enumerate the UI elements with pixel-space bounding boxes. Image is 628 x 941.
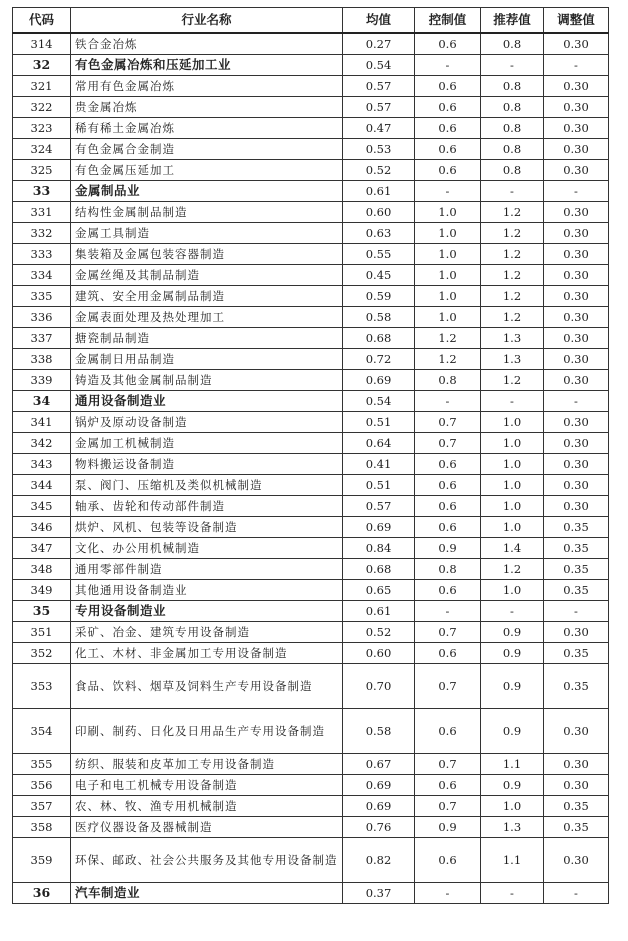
recommended-value-cell: 0.9 — [481, 775, 544, 796]
recommended-value-cell: 1.2 — [481, 265, 544, 286]
mean-value-cell: 0.54 — [343, 391, 415, 412]
control-value-cell: 0.6 — [415, 139, 481, 160]
recommended-value-cell: 1.3 — [481, 328, 544, 349]
industry-name-cell: 农、林、牧、渔专用机械制造 — [71, 796, 343, 817]
mean-value-cell: 0.57 — [343, 97, 415, 118]
adjustment-value-cell: 0.30 — [544, 370, 609, 391]
industry-name-cell: 金属加工机械制造 — [71, 433, 343, 454]
code-cell: 352 — [13, 643, 71, 664]
industry-name-cell: 金属工具制造 — [71, 223, 343, 244]
recommended-value-cell: 1.2 — [481, 223, 544, 244]
mean-value-cell: 0.61 — [343, 181, 415, 202]
recommended-value-cell: 1.3 — [481, 817, 544, 838]
table-row — [13, 643, 609, 664]
mean-value-cell: 0.53 — [343, 139, 415, 160]
table-row — [13, 433, 609, 454]
code-cell: 344 — [13, 475, 71, 496]
adjustment-value-cell: 0.30 — [544, 838, 609, 883]
industry-name-cell: 汽车制造业 — [71, 883, 343, 904]
adjustment-value-cell: 0.30 — [544, 265, 609, 286]
code-cell: 339 — [13, 370, 71, 391]
mean-value-cell: 0.60 — [343, 643, 415, 664]
mean-value-cell: 0.68 — [343, 559, 415, 580]
code-cell: 346 — [13, 517, 71, 538]
code-cell: 347 — [13, 538, 71, 559]
recommended-value-cell: 0.8 — [481, 76, 544, 97]
header-industry-name: 行业名称 — [71, 8, 343, 34]
adjustment-value-cell: 0.35 — [544, 796, 609, 817]
code-cell: 33 — [13, 181, 71, 202]
mean-value-cell: 0.27 — [343, 33, 415, 55]
table-row — [13, 559, 609, 580]
control-value-cell: 0.6 — [415, 33, 481, 55]
adjustment-value-cell: 0.30 — [544, 286, 609, 307]
table-row — [13, 622, 609, 643]
mean-value-cell: 0.47 — [343, 118, 415, 139]
control-value-cell: 0.8 — [415, 559, 481, 580]
code-cell: 325 — [13, 160, 71, 181]
recommended-value-cell: 1.0 — [481, 580, 544, 601]
table-row — [13, 139, 609, 160]
adjustment-value-cell: 0.35 — [544, 664, 609, 709]
table-row — [13, 202, 609, 223]
recommended-value-cell: 1.0 — [481, 454, 544, 475]
recommended-value-cell: 0.9 — [481, 664, 544, 709]
industry-name-cell: 纺织、服装和皮革加工专用设备制造 — [71, 754, 343, 775]
control-value-cell: 0.6 — [415, 97, 481, 118]
code-cell: 35 — [13, 601, 71, 622]
code-cell: 354 — [13, 709, 71, 754]
mean-value-cell: 0.69 — [343, 517, 415, 538]
adjustment-value-cell: 0.35 — [544, 580, 609, 601]
code-cell: 345 — [13, 496, 71, 517]
recommended-value-cell: 1.0 — [481, 517, 544, 538]
recommended-value-cell: 1.2 — [481, 559, 544, 580]
industry-name-cell: 金属制日用品制造 — [71, 349, 343, 370]
adjustment-value-cell: 0.30 — [544, 223, 609, 244]
adjustment-value-cell: 0.35 — [544, 538, 609, 559]
code-cell: 351 — [13, 622, 71, 643]
industry-name-cell: 有色金属合金制造 — [71, 139, 343, 160]
mean-value-cell: 0.52 — [343, 160, 415, 181]
code-cell: 359 — [13, 838, 71, 883]
adjustment-value-cell: 0.30 — [544, 754, 609, 775]
recommended-value-cell: 0.8 — [481, 97, 544, 118]
mean-value-cell: 0.76 — [343, 817, 415, 838]
code-cell: 355 — [13, 754, 71, 775]
table-row — [13, 664, 609, 709]
control-value-cell: 0.6 — [415, 709, 481, 754]
category-row — [13, 181, 609, 202]
recommended-value-cell: - — [481, 601, 544, 622]
code-cell: 348 — [13, 559, 71, 580]
table-row — [13, 76, 609, 97]
industry-name-cell: 其他通用设备制造业 — [71, 580, 343, 601]
industry-name-cell: 有色金属冶炼和压延加工业 — [71, 55, 343, 76]
table-row — [13, 223, 609, 244]
category-row — [13, 55, 609, 76]
code-cell: 332 — [13, 223, 71, 244]
industry-name-cell: 烘炉、风机、包装等设备制造 — [71, 517, 343, 538]
category-row — [13, 883, 609, 904]
table-row — [13, 796, 609, 817]
adjustment-value-cell: 0.30 — [544, 496, 609, 517]
recommended-value-cell: 1.0 — [481, 475, 544, 496]
mean-value-cell: 0.58 — [343, 709, 415, 754]
industry-name-cell: 金属表面处理及热处理加工 — [71, 307, 343, 328]
industry-name-cell: 铁合金冶炼 — [71, 33, 343, 55]
industry-name-cell: 专用设备制造业 — [71, 601, 343, 622]
industry-name-cell: 物料搬运设备制造 — [71, 454, 343, 475]
mean-value-cell: 0.69 — [343, 370, 415, 391]
industry-name-cell: 金属制品业 — [71, 181, 343, 202]
table-row — [13, 454, 609, 475]
control-value-cell: 0.6 — [415, 496, 481, 517]
industry-name-cell: 通用设备制造业 — [71, 391, 343, 412]
adjustment-value-cell: - — [544, 601, 609, 622]
control-value-cell: 0.6 — [415, 775, 481, 796]
recommended-value-cell: - — [481, 391, 544, 412]
control-value-cell: 1.0 — [415, 307, 481, 328]
industry-name-cell: 电子和电工机械专用设备制造 — [71, 775, 343, 796]
control-value-cell: 0.7 — [415, 622, 481, 643]
adjustment-value-cell: 0.35 — [544, 643, 609, 664]
adjustment-value-cell: 0.35 — [544, 517, 609, 538]
control-value-cell: 0.6 — [415, 475, 481, 496]
table-row — [13, 838, 609, 883]
code-cell: 323 — [13, 118, 71, 139]
mean-value-cell: 0.57 — [343, 76, 415, 97]
code-cell: 338 — [13, 349, 71, 370]
industry-name-cell: 印刷、制药、日化及日用品生产专用设备制造 — [71, 709, 343, 754]
mean-value-cell: 0.60 — [343, 202, 415, 223]
table-row — [13, 754, 609, 775]
recommended-value-cell: 1.2 — [481, 307, 544, 328]
recommended-value-cell: 0.9 — [481, 709, 544, 754]
industry-name-cell: 食品、饮料、烟草及饲料生产专用设备制造 — [71, 664, 343, 709]
control-value-cell: 0.6 — [415, 643, 481, 664]
mean-value-cell: 0.57 — [343, 496, 415, 517]
adjustment-value-cell: - — [544, 883, 609, 904]
industry-name-cell: 集装箱及金属包装容器制造 — [71, 244, 343, 265]
recommended-value-cell: 1.1 — [481, 754, 544, 775]
table-row — [13, 328, 609, 349]
table-header-row — [13, 8, 609, 34]
adjustment-value-cell: - — [544, 391, 609, 412]
control-value-cell: 0.7 — [415, 412, 481, 433]
mean-value-cell: 0.68 — [343, 328, 415, 349]
control-value-cell: 0.9 — [415, 538, 481, 559]
table-row — [13, 349, 609, 370]
mean-value-cell: 0.69 — [343, 775, 415, 796]
recommended-value-cell: - — [481, 883, 544, 904]
control-value-cell: - — [415, 181, 481, 202]
code-cell: 32 — [13, 55, 71, 76]
code-cell: 358 — [13, 817, 71, 838]
table-row — [13, 475, 609, 496]
mean-value-cell: 0.41 — [343, 454, 415, 475]
adjustment-value-cell: - — [544, 55, 609, 76]
industry-name-cell: 采矿、冶金、建筑专用设备制造 — [71, 622, 343, 643]
table-row — [13, 709, 609, 754]
adjustment-value-cell: 0.35 — [544, 559, 609, 580]
table-row — [13, 817, 609, 838]
recommended-value-cell: 0.9 — [481, 643, 544, 664]
adjustment-value-cell: 0.30 — [544, 412, 609, 433]
code-cell: 335 — [13, 286, 71, 307]
table-row — [13, 580, 609, 601]
recommended-value-cell: - — [481, 181, 544, 202]
mean-value-cell: 0.52 — [343, 622, 415, 643]
code-cell: 343 — [13, 454, 71, 475]
category-row — [13, 391, 609, 412]
mean-value-cell: 0.70 — [343, 664, 415, 709]
table-row — [13, 118, 609, 139]
industry-name-cell: 金属丝绳及其制品制造 — [71, 265, 343, 286]
recommended-value-cell: 1.0 — [481, 433, 544, 454]
mean-value-cell: 0.84 — [343, 538, 415, 559]
mean-value-cell: 0.69 — [343, 796, 415, 817]
adjustment-value-cell: 0.30 — [544, 475, 609, 496]
table-row — [13, 517, 609, 538]
code-cell: 36 — [13, 883, 71, 904]
code-cell: 341 — [13, 412, 71, 433]
industry-name-cell: 搪瓷制品制造 — [71, 328, 343, 349]
header-control: 控制值 — [415, 8, 481, 34]
control-value-cell: 1.2 — [415, 349, 481, 370]
industry-name-cell: 稀有稀土金属冶炼 — [71, 118, 343, 139]
mean-value-cell: 0.72 — [343, 349, 415, 370]
mean-value-cell: 0.64 — [343, 433, 415, 454]
table-row — [13, 97, 609, 118]
recommended-value-cell: 1.2 — [481, 202, 544, 223]
adjustment-value-cell: 0.30 — [544, 97, 609, 118]
industry-table — [12, 7, 609, 904]
mean-value-cell: 0.82 — [343, 838, 415, 883]
control-value-cell: - — [415, 883, 481, 904]
mean-value-cell: 0.55 — [343, 244, 415, 265]
recommended-value-cell: 0.9 — [481, 622, 544, 643]
recommended-value-cell: 1.0 — [481, 496, 544, 517]
control-value-cell: 1.0 — [415, 265, 481, 286]
industry-name-cell: 建筑、安全用金属制品制造 — [71, 286, 343, 307]
adjustment-value-cell: 0.30 — [544, 433, 609, 454]
control-value-cell: 0.9 — [415, 817, 481, 838]
table-row — [13, 775, 609, 796]
table-row — [13, 370, 609, 391]
control-value-cell: 0.6 — [415, 517, 481, 538]
industry-name-cell: 有色金属压延加工 — [71, 160, 343, 181]
mean-value-cell: 0.61 — [343, 601, 415, 622]
table-row — [13, 286, 609, 307]
recommended-value-cell: 1.3 — [481, 349, 544, 370]
recommended-value-cell: 1.2 — [481, 244, 544, 265]
table-row — [13, 496, 609, 517]
control-value-cell: 1.0 — [415, 202, 481, 223]
recommended-value-cell: 1.0 — [481, 796, 544, 817]
adjustment-value-cell: 0.30 — [544, 307, 609, 328]
control-value-cell: 1.0 — [415, 244, 481, 265]
adjustment-value-cell: 0.30 — [544, 76, 609, 97]
code-cell: 342 — [13, 433, 71, 454]
adjustment-value-cell: 0.30 — [544, 349, 609, 370]
table-row — [13, 244, 609, 265]
code-cell: 333 — [13, 244, 71, 265]
header-adjustment: 调整值 — [544, 8, 609, 34]
industry-name-cell: 文化、办公用机械制造 — [71, 538, 343, 559]
code-cell: 34 — [13, 391, 71, 412]
recommended-value-cell: 0.8 — [481, 139, 544, 160]
mean-value-cell: 0.45 — [343, 265, 415, 286]
recommended-value-cell: 1.2 — [481, 286, 544, 307]
mean-value-cell: 0.67 — [343, 754, 415, 775]
control-value-cell: 0.6 — [415, 838, 481, 883]
table-row — [13, 538, 609, 559]
industry-name-cell: 医疗仪器设备及器械制造 — [71, 817, 343, 838]
adjustment-value-cell: 0.30 — [544, 328, 609, 349]
control-value-cell: 1.0 — [415, 286, 481, 307]
code-cell: 321 — [13, 76, 71, 97]
adjustment-value-cell: 0.30 — [544, 139, 609, 160]
table-row — [13, 412, 609, 433]
code-cell: 349 — [13, 580, 71, 601]
control-value-cell: 0.7 — [415, 433, 481, 454]
table-row — [13, 265, 609, 286]
code-cell: 337 — [13, 328, 71, 349]
table-row — [13, 160, 609, 181]
header-code: 代码 — [13, 8, 71, 34]
adjustment-value-cell: 0.30 — [544, 202, 609, 223]
code-cell: 331 — [13, 202, 71, 223]
mean-value-cell: 0.51 — [343, 412, 415, 433]
adjustment-value-cell: 0.30 — [544, 118, 609, 139]
industry-name-cell: 泵、阀门、压缩机及类似机械制造 — [71, 475, 343, 496]
control-value-cell: 0.7 — [415, 754, 481, 775]
adjustment-value-cell: - — [544, 181, 609, 202]
code-cell: 357 — [13, 796, 71, 817]
recommended-value-cell: 0.8 — [481, 160, 544, 181]
mean-value-cell: 0.59 — [343, 286, 415, 307]
recommended-value-cell: 1.0 — [481, 412, 544, 433]
control-value-cell: 0.6 — [415, 160, 481, 181]
mean-value-cell: 0.58 — [343, 307, 415, 328]
mean-value-cell: 0.65 — [343, 580, 415, 601]
industry-name-cell: 锅炉及原动设备制造 — [71, 412, 343, 433]
control-value-cell: 0.6 — [415, 76, 481, 97]
recommended-value-cell: 1.1 — [481, 838, 544, 883]
industry-name-cell: 铸造及其他金属制品制造 — [71, 370, 343, 391]
mean-value-cell: 0.51 — [343, 475, 415, 496]
adjustment-value-cell: 0.30 — [544, 160, 609, 181]
industry-name-cell: 通用零部件制造 — [71, 559, 343, 580]
code-cell: 353 — [13, 664, 71, 709]
table-row — [13, 33, 609, 55]
control-value-cell: 0.6 — [415, 118, 481, 139]
table-row — [13, 307, 609, 328]
code-cell: 356 — [13, 775, 71, 796]
header-mean: 均值 — [343, 8, 415, 34]
industry-name-cell: 常用有色金属冶炼 — [71, 76, 343, 97]
recommended-value-cell: - — [481, 55, 544, 76]
mean-value-cell: 0.54 — [343, 55, 415, 76]
recommended-value-cell: 0.8 — [481, 33, 544, 55]
adjustment-value-cell: 0.35 — [544, 817, 609, 838]
table-body — [13, 33, 609, 904]
adjustment-value-cell: 0.30 — [544, 454, 609, 475]
control-value-cell: - — [415, 601, 481, 622]
code-cell: 324 — [13, 139, 71, 160]
code-cell: 334 — [13, 265, 71, 286]
control-value-cell: 0.7 — [415, 796, 481, 817]
control-value-cell: 1.0 — [415, 223, 481, 244]
industry-name-cell: 环保、邮政、社会公共服务及其他专用设备制造 — [71, 838, 343, 883]
recommended-value-cell: 1.2 — [481, 370, 544, 391]
industry-name-cell: 轴承、齿轮和传动部件制造 — [71, 496, 343, 517]
industry-name-cell: 化工、木材、非金属加工专用设备制造 — [71, 643, 343, 664]
control-value-cell: - — [415, 55, 481, 76]
adjustment-value-cell: 0.30 — [544, 622, 609, 643]
adjustment-value-cell: 0.30 — [544, 709, 609, 754]
code-cell: 314 — [13, 33, 71, 55]
control-value-cell: 1.2 — [415, 328, 481, 349]
mean-value-cell: 0.63 — [343, 223, 415, 244]
control-value-cell: 0.6 — [415, 454, 481, 475]
adjustment-value-cell: 0.30 — [544, 33, 609, 55]
adjustment-value-cell: 0.30 — [544, 244, 609, 265]
code-cell: 322 — [13, 97, 71, 118]
recommended-value-cell: 0.8 — [481, 118, 544, 139]
industry-name-cell: 贵金属冶炼 — [71, 97, 343, 118]
control-value-cell: 0.7 — [415, 664, 481, 709]
industry-name-cell: 结构性金属制品制造 — [71, 202, 343, 223]
category-row — [13, 601, 609, 622]
control-value-cell: 0.6 — [415, 580, 481, 601]
control-value-cell: 0.8 — [415, 370, 481, 391]
adjustment-value-cell: 0.30 — [544, 775, 609, 796]
control-value-cell: - — [415, 391, 481, 412]
mean-value-cell: 0.37 — [343, 883, 415, 904]
code-cell: 336 — [13, 307, 71, 328]
header-recommended: 推荐值 — [481, 8, 544, 34]
recommended-value-cell: 1.4 — [481, 538, 544, 559]
